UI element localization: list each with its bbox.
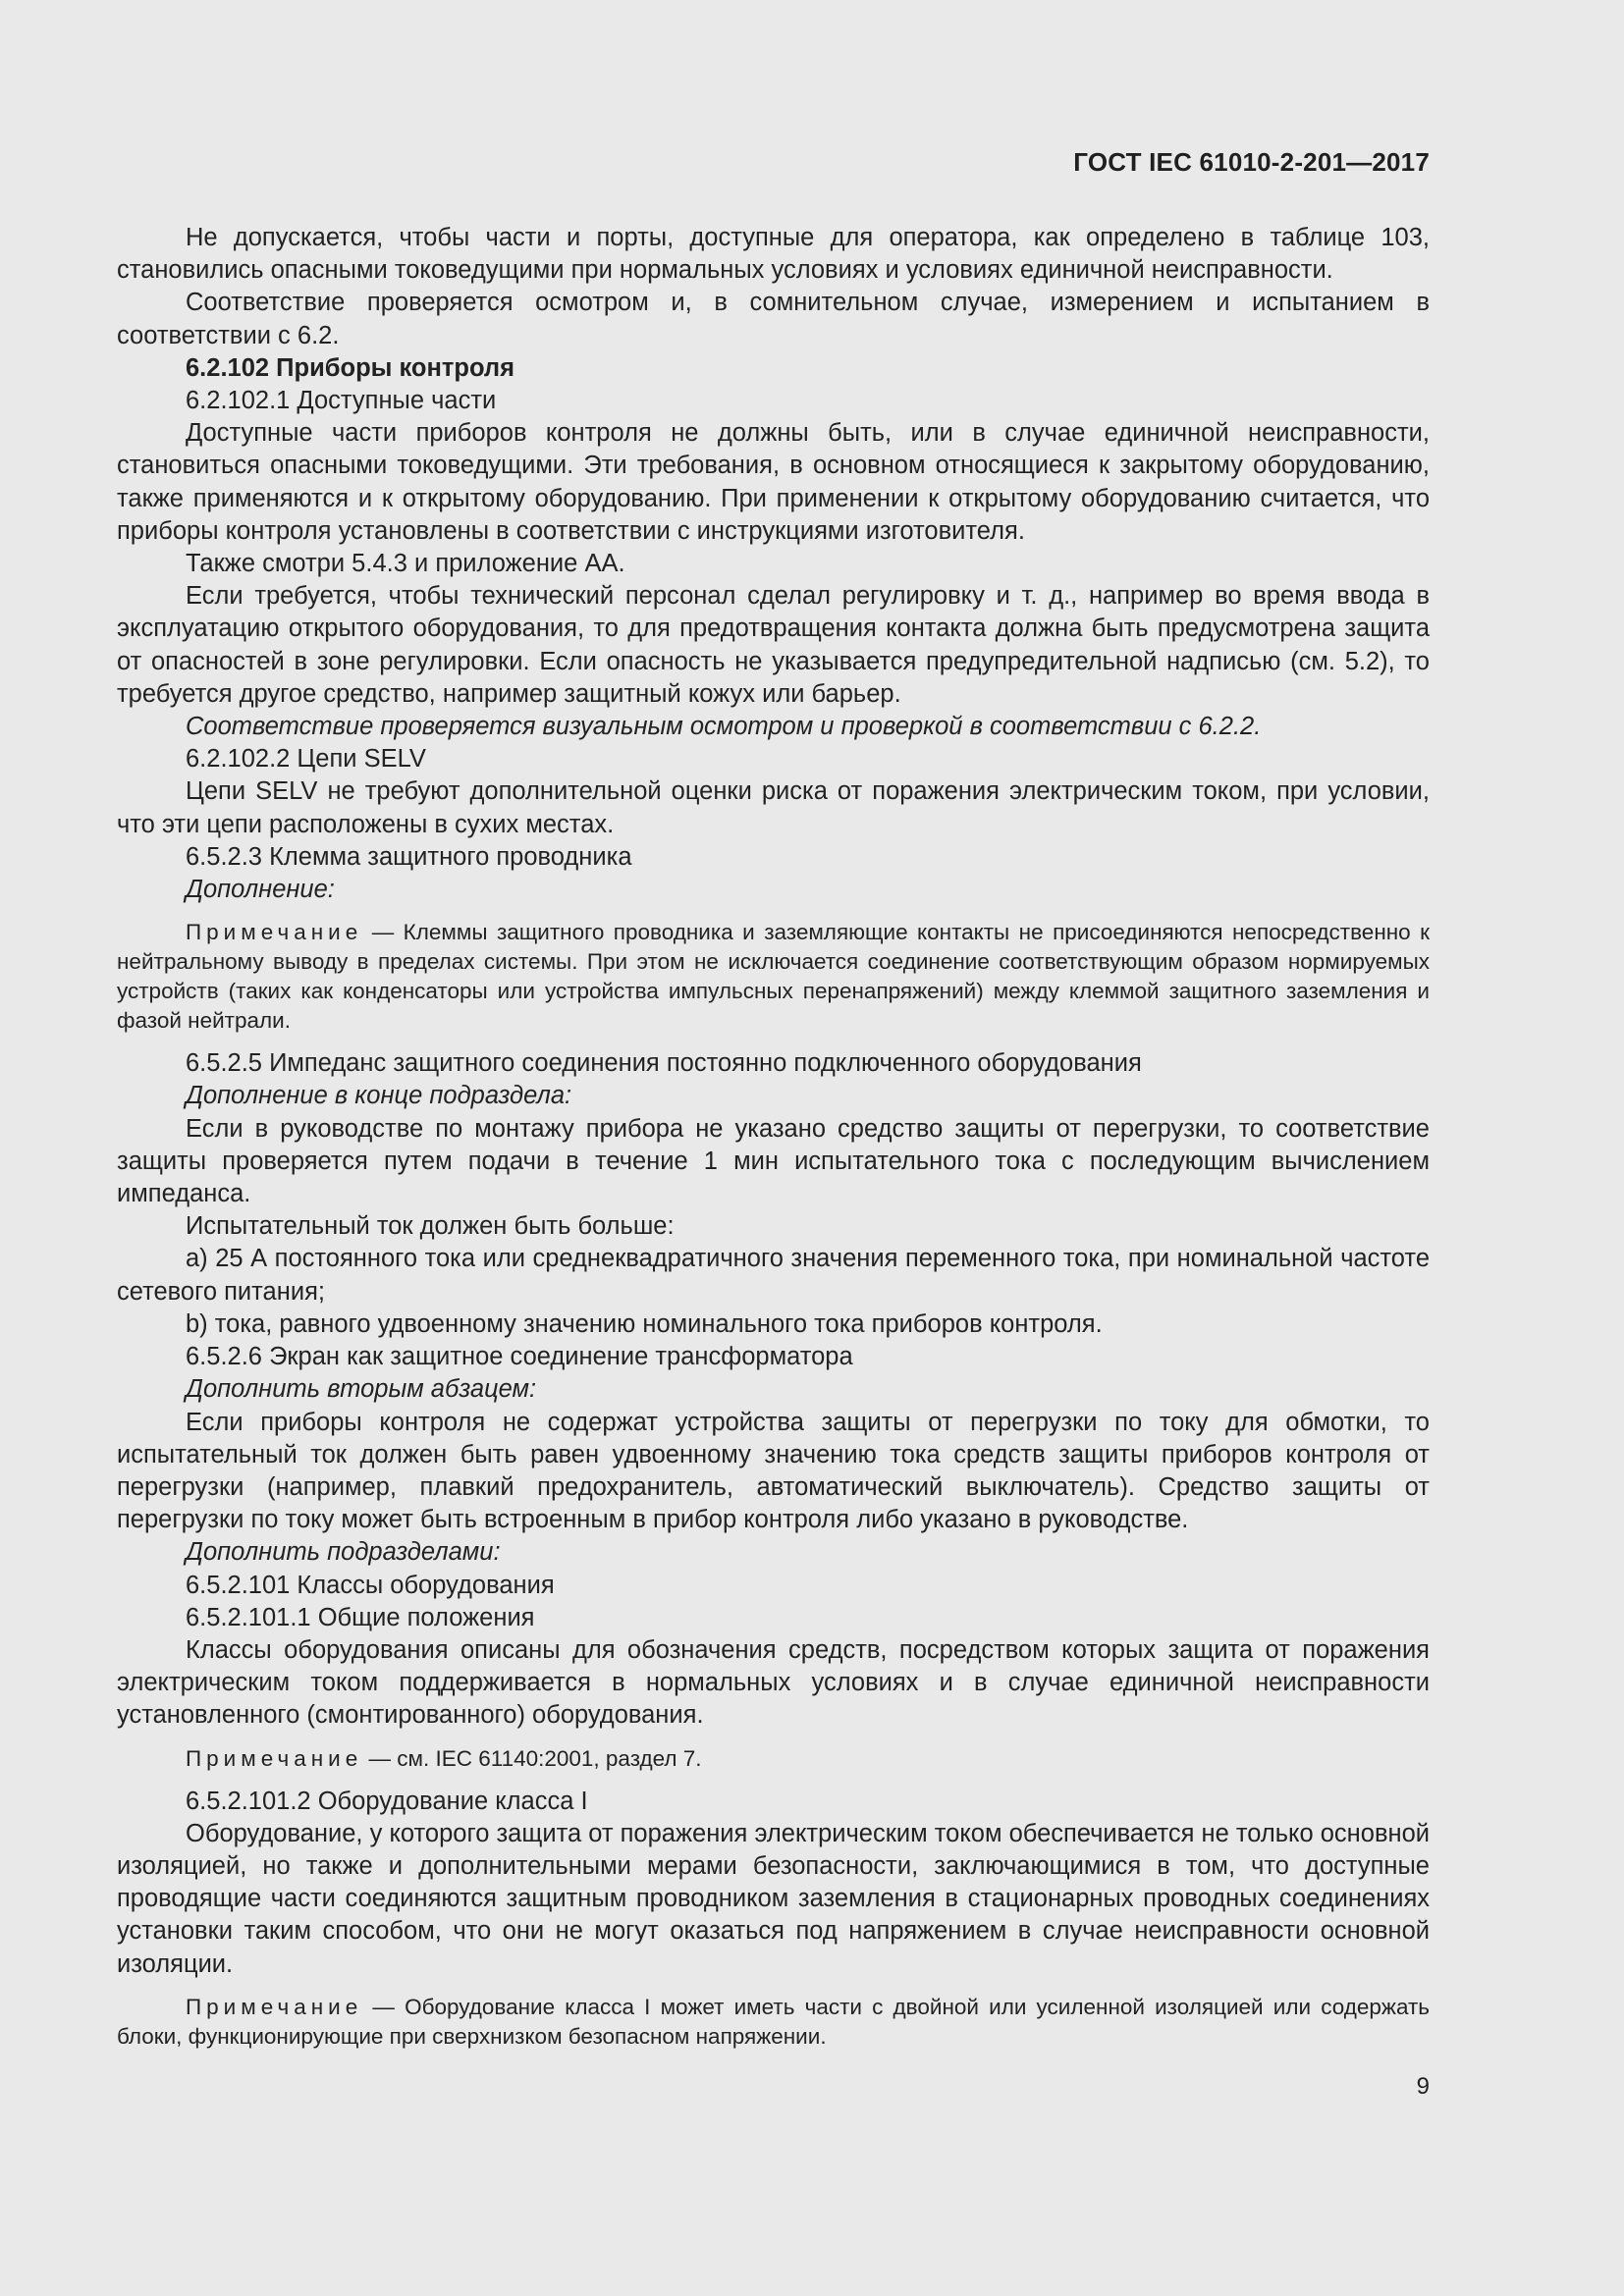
- body-paragraph: Не допускается, чтобы части и порты, доступные для оператора, как определено в таблице 103, становились опасными токоведущими при нормальных условиях и условиях единичной неисправности.: [117, 224, 1430, 285]
- body-paragraph: Если требуется, чтобы технический персонал сделал регулировку и т. д., например во время ввода в эксплуатацию открытого оборудования, то для предотвращения контакта должна быть предусмотрена защита от опасностей в зоне регулировки. Если опасность не указывается предупредительной надписью (см. 5.2), то требуется другое средство, например защитный кожух или барьер.: [117, 582, 1430, 708]
- note-paragraph: [117, 1993, 1430, 2052]
- section-heading: 6.5.2.6 Экран как защитное соединение трансформатора: [186, 1343, 853, 1371]
- italic-line: Дополнить вторым абзацем:: [186, 1375, 537, 1404]
- page-number: 9: [1416, 2073, 1430, 2100]
- section-heading: b) тока, равного удвоенному значению номинального тока приборов контроля.: [186, 1309, 1103, 1338]
- body-paragraph: а) 25 А постоянного тока или среднеквадратичного значения переменного тока, при номинальной частоте сетевого питания;: [117, 1245, 1430, 1306]
- italic-line: Дополнение:: [186, 876, 335, 904]
- italic-line: Дополнение в конце подраздела:: [186, 1082, 572, 1110]
- section-heading: Также смотри 5.4.3 и приложение AA.: [186, 550, 625, 578]
- section-heading: 6.2.102.1 Доступные части: [186, 387, 497, 415]
- italic-line: Дополнить подразделами:: [186, 1538, 501, 1567]
- note-label: Примечание: [186, 1994, 363, 2019]
- section-heading: 6.5.2.3 Клемма защитного проводника: [186, 842, 632, 871]
- italic-line: Соответствие проверяется визуальным осмотром и проверкой в соответствии с 6.2.2.: [186, 713, 1262, 741]
- body-paragraph: Если в руководстве по монтажу прибора не указано средство защиты от перегрузки, то соответствие защиты проверяется путем подачи в течение 1 мин испытательного тока с последующим вычислением импеданса.: [117, 1114, 1430, 1208]
- section-heading: 6.5.2.5 Импеданс защитного соединения постоянно подключенного оборудования: [186, 1049, 1142, 1078]
- body-paragraph: Классы оборудования описаны для обозначения средств, посредством которых защита от поражения электрическим током поддерживается в нормальных условиях и в случае единичной неисправности установленного (смонтированного) оборудования.: [117, 1635, 1430, 1730]
- body-paragraph: Цепи SELV не требуют дополнительной оценки риска от поражения электрическим током, при условии, что эти цепи расположены в сухих местах.: [117, 777, 1430, 838]
- body-paragraph: Оборудование, у которого защита от поражения электрическим током обеспечивается не только основной изоляцией, но также и дополнительными мерами безопасности, заключающимися в том, что доступные проводящие части соединяются защитным проводником заземления в стационарных проводных соединениях установки таким способом, что они не могут оказаться под напряжением в случае неисправности основной изоляции.: [117, 1819, 1430, 1978]
- document-standard-id: ГОСТ IEC 61010-2-201—2017: [1073, 147, 1430, 177]
- section-heading: Испытательный ток должен быть больше:: [186, 1212, 675, 1241]
- document-body: [117, 222, 1430, 2063]
- note-label: Примечание: [186, 920, 363, 945]
- note-label: Примечание: [186, 1745, 363, 1771]
- note-text: — см. IEC 61140:2001, раздел 7.: [362, 1745, 702, 1771]
- section-heading: 6.5.2.101.1 Общие положения: [186, 1603, 535, 1631]
- section-heading: 6.5.2.101.2 Оборудование класса I: [186, 1787, 588, 1815]
- note-paragraph: [117, 918, 1430, 1036]
- section-heading: 6.2.102.2 Цепи SELV: [186, 745, 426, 774]
- section-heading: 6.5.2.101 Классы оборудования: [186, 1571, 555, 1599]
- note-paragraph: [117, 1744, 1430, 1774]
- body-paragraph: Если приборы контроля не содержат устройства защиты от перегрузки по току для обмотки, то испытательный ток должен быть равен удвоенному значению тока средств защиты приборов контроля от перегрузки (например, плавкий предохранитель, автоматический выключатель). Средство защиты от перегрузки по току может быть встроенным в прибор контроля либо указано в руководстве.: [117, 1408, 1430, 1534]
- section-heading: 6.2.102 Приборы контроля: [186, 353, 514, 382]
- body-paragraph: Доступные части приборов контроля не должны быть, или в случае единичной неисправности, становиться опасными токоведущими. Эти требования, в основном относящиеся к закрытому оборудованию, также применяются и к открытому оборудованию. При применении к открытому оборудованию считается, что приборы контроля установлены в соответствии с инструкциями изготовителя.: [117, 419, 1430, 545]
- note-text: — Клеммы защитного проводника и заземляющие контакты не присоединяются непосредственно к нейтральному выводу в пределах системы. При этом не исключается соединение соответствующим образом нормируемых устройств (таких как конденсаторы или устройства импульсных перенапряжений) между клеммой защитного заземления и фазой нейтрали.: [117, 920, 1430, 1034]
- note-text: — Оборудование класса I может иметь части с двойной или усиленной изоляцией или содержать блоки, функционирующие при сверхнизком безопасном напряжении.: [117, 1994, 1430, 2049]
- body-paragraph: Соответствие проверяется осмотром и, в сомнительном случае, измерением и испытанием в соответствии с 6.2.: [117, 289, 1430, 349]
